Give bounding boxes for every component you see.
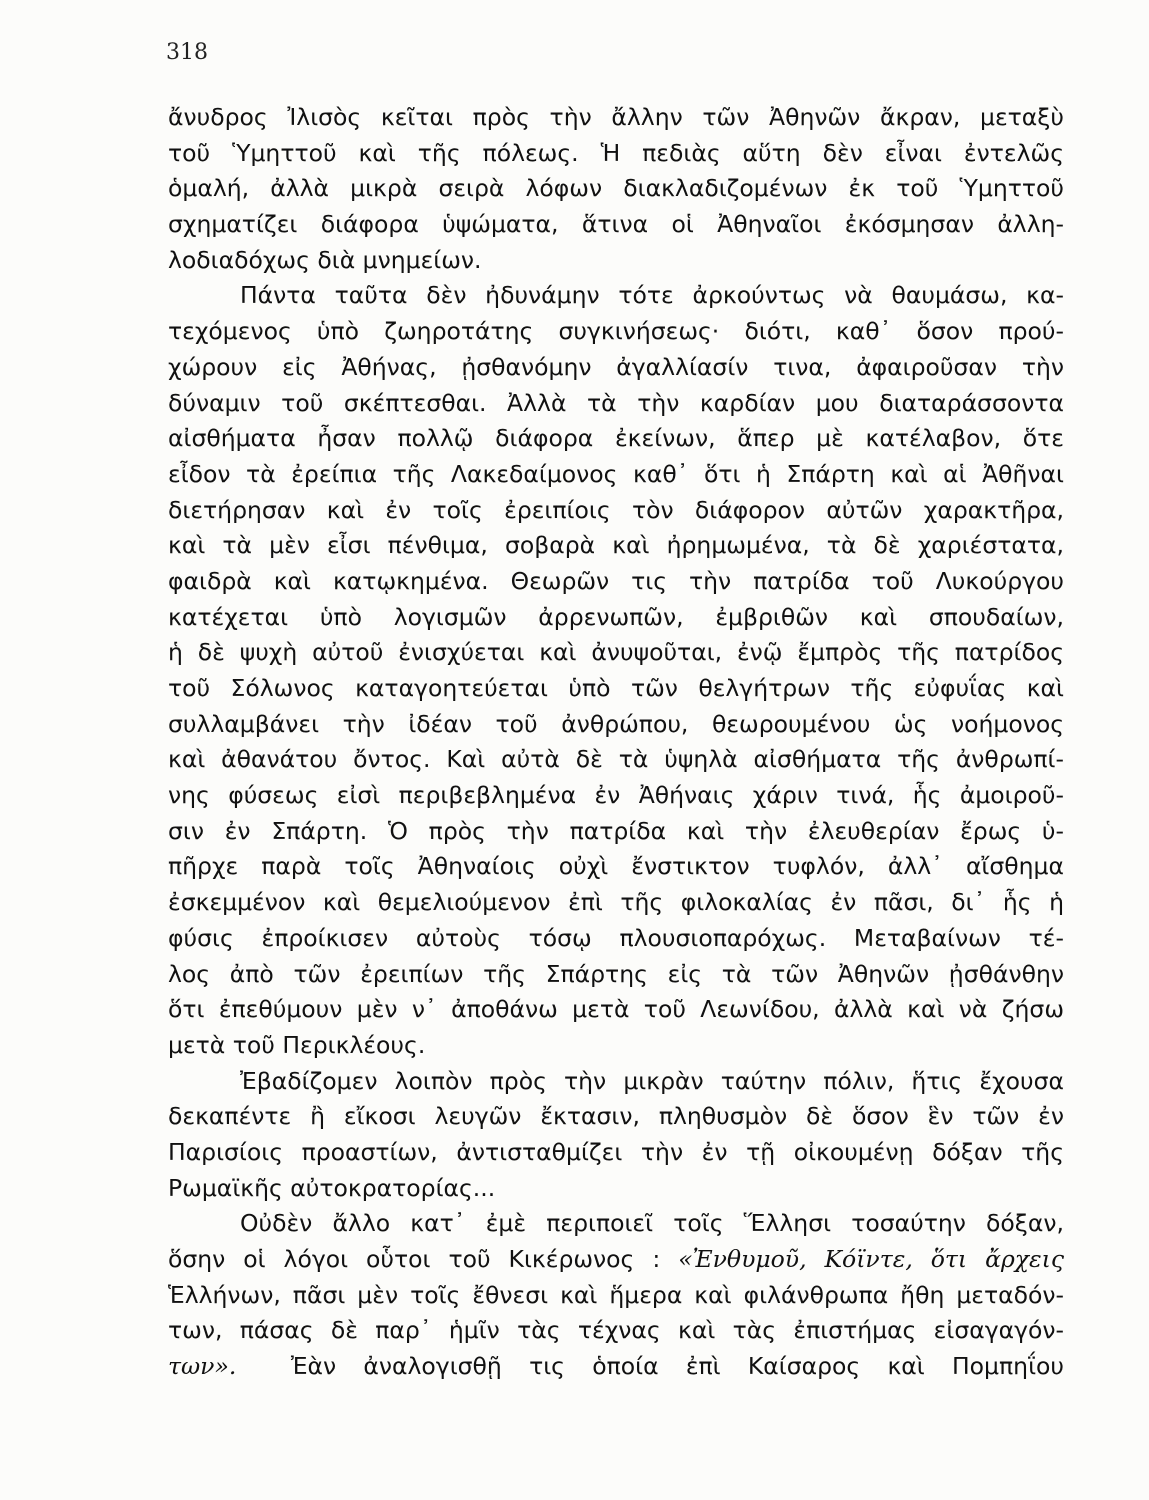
- text-line: [168, 1242, 1064, 1278]
- text-line: δεκαπέντε ἢ εἴκοσι λευγῶν ἔκτασιν, πληθυσμὸν δὲ ὅσον ἓν τῶν ἐν: [168, 1102, 1064, 1131]
- text-line: καὶ τὰ μὲν εἶσι πένθιμα, σοβαρὰ καὶ ἠρημωμένα, τὰ δὲ χαριέστατα,: [168, 531, 1064, 560]
- text-segment: ὅσην οἱ λόγοι οὗτοι τοῦ Κικέρωνος :: [168, 1245, 661, 1273]
- text-line: ὅτι ἐπεθύμουν μὲν ν᾿ ἀποθάνω μετὰ τοῦ Λεωνίδου, ἀλλὰ καὶ νὰ ζήσω: [168, 995, 1064, 1024]
- quotation-text: «Ἐνθυμοῦ, Κόϊντε, ὅτι ἄρχεις: [678, 1245, 1064, 1273]
- text-line: εἶδον τὰ ἐρείπια τῆς Λακεδαίμονος καθ᾿ ὅτι ἡ Σπάρτη καὶ αἱ Ἀθῆναι: [168, 459, 1064, 488]
- text-line: νης φύσεως εἰσὶ περιβεβλημένα ἐν Ἀθήναις χάριν τινά, ἧς ἀμοιροῦ-: [168, 781, 1064, 810]
- text-line: ἡ δὲ ψυχὴ αὐτοῦ ἐνισχύεται καὶ ἀνυψοῦται, ἐνῷ ἔμπρὸς τῆς πατρίδος: [168, 638, 1064, 667]
- text-line: Ἐβαδίζομεν λοιπὸν πρὸς τὴν μικρὰν ταύτην πόλιν, ἥτις ἔχουσα: [240, 1066, 1064, 1095]
- text-line: τοῦ Ὑμηττοῦ καὶ τῆς πόλεως. Ἡ πεδιὰς αὕτη δὲν εἶναι ἐντελῶς: [168, 138, 1064, 167]
- text-line: καὶ ἀθανάτου ὄντος. Καὶ αὐτὰ δὲ τὰ ὑψηλὰ αἰσθήματα τῆς ἀνθρωπί-: [168, 745, 1064, 774]
- paragraph-4: [168, 1206, 1064, 1384]
- text-line: Οὐδὲν ἄλλο κατ᾿ ἐμὲ περιποιεῖ τοῖς Ἕλλησι τοσαύτην δόξαν,: [240, 1209, 1064, 1238]
- quotation-text: των».: [168, 1352, 237, 1381]
- text-line: Παρισίοις προαστίων, ἀντισταθμίζει τὴν ἐν τῇ οἰκουμένῃ δόξαν τῆς: [168, 1137, 1064, 1166]
- text-line: τοῦ Σόλωνος καταγοητεύεται ὑπὸ τῶν θελγήτρων τῆς εὐφυΐας καὶ: [168, 674, 1064, 702]
- text-line: [168, 1349, 1064, 1385]
- text-line: ἄνυδρος Ἰλισὸς κεῖται πρὸς τὴν ἄλλην τῶν Ἀθηνῶν ἄκραν, μεταξὺ: [168, 103, 1064, 131]
- text-line: κατέχεται ὑπὸ λογισμῶν ἀρρενωπῶν, ἐμβριθῶν καὶ σπουδαίων,: [168, 602, 1064, 631]
- text-line: σιν ἐν Σπάρτη. Ὁ πρὸς τὴν πατρίδα καὶ τὴν ἐλευθερίαν ἔρως ὑ-: [168, 816, 1064, 845]
- paragraph-2: [168, 278, 1064, 1063]
- text-line: Πάντα ταῦτα δὲν ἠδυνάμην τότε ἀρκούντως νὰ θαυμάσω, κα-: [240, 281, 1064, 310]
- quotation-line: Ἑλλήνων, πᾶσι μὲν τοῖς ἔθνεσι καὶ ἥμερα καὶ φιλάνθρωπα ἤθη μεταδόν-: [168, 1280, 1064, 1309]
- text-line: σχηματίζει διάφορα ὑψώματα, ἅτινα οἱ Ἀθηναῖοι ἐκόσμησαν ἀλλη-: [168, 210, 1064, 239]
- text-line: φαιδρὰ καὶ κατῳκημένα. Θεωρῶν τις τὴν πατρίδα τοῦ Λυκούργου: [168, 566, 1064, 595]
- text-line: λοδιαδόχως διὰ μνημείων.: [168, 245, 482, 274]
- page-number: 318: [166, 40, 208, 65]
- text-line: φύσις ἐπροίκισεν αὐτοὺς τόσῳ πλουσιοπαρόχως. Μεταβαίνων τέ-: [168, 923, 1064, 952]
- text-line: μετὰ τοῦ Περικλέους.: [168, 1030, 426, 1059]
- paragraph-1: [168, 100, 1064, 278]
- text-line: διετήρησαν καὶ ἐν τοῖς ἐρειπίοις τὸν διάφορον αὐτῶν χαρακτῆρα,: [168, 495, 1064, 524]
- text-line: πῆρχε παρὰ τοῖς Ἀθηναίοις οὐχὶ ἔνστικτον τυφλόν, ἀλλ᾿ αἴσθημα: [168, 852, 1064, 881]
- text-line: αἰσθήματα ἦσαν πολλῷ διάφορα ἐκείνων, ἅπερ μὲ κατέλαβον, ὅτε: [168, 424, 1064, 453]
- paragraph-3: [168, 1064, 1064, 1207]
- text-line: λος ἀπὸ τῶν ἐρειπίων τῆς Σπάρτης εἰς τὰ τῶν Ἀθηνῶν ᾐσθάνθην: [168, 959, 1064, 988]
- text-line: δύναμιν τοῦ σκέπτεσθαι. Ἀλλὰ τὰ τὴν καρδίαν μου διαταράσσοντα: [168, 388, 1064, 417]
- text-line: ὁμαλή, ἀλλὰ μικρὰ σειρὰ λόφων διακλαδιζομένων ἐκ τοῦ Ὑμηττοῦ: [168, 174, 1064, 203]
- text-line: συλλαμβάνει τὴν ἰδέαν τοῦ ἀνθρώπου, θεωρουμένου ὡς νοήμονος: [168, 709, 1064, 738]
- text-line: Ρωμαϊκῆς αὐτοκρατορίας...: [168, 1173, 496, 1202]
- quotation-line: των, πάσας δὲ παρ᾿ ἡμῖν τὰς τέχνας καὶ τὰς ἐπιστήμας εἰσαγαγόν-: [168, 1316, 1064, 1345]
- text-line: τεχόμενος ὑπὸ ζωηροτάτης συγκινήσεως· διότι, καθ᾿ ὅσον πρού-: [168, 317, 1064, 346]
- body-text: [168, 100, 1064, 1385]
- text-segment: Ἐὰν ἀναλογισθῇ τις ὁποία ἐπὶ Καίσαρος καὶ Πομπηΐου: [290, 1352, 1064, 1381]
- text-line: χώρουν εἰς Ἀθήνας, ᾐσθανόμην ἀγαλλίασίν τινα, ἀφαιροῦσαν τὴν: [168, 352, 1064, 381]
- text-line: ἐσκεμμένον καὶ θεμελιούμενον ἐπὶ τῆς φιλοκαλίας ἐν πᾶσι, δι᾿ ἧς ἡ: [168, 888, 1064, 917]
